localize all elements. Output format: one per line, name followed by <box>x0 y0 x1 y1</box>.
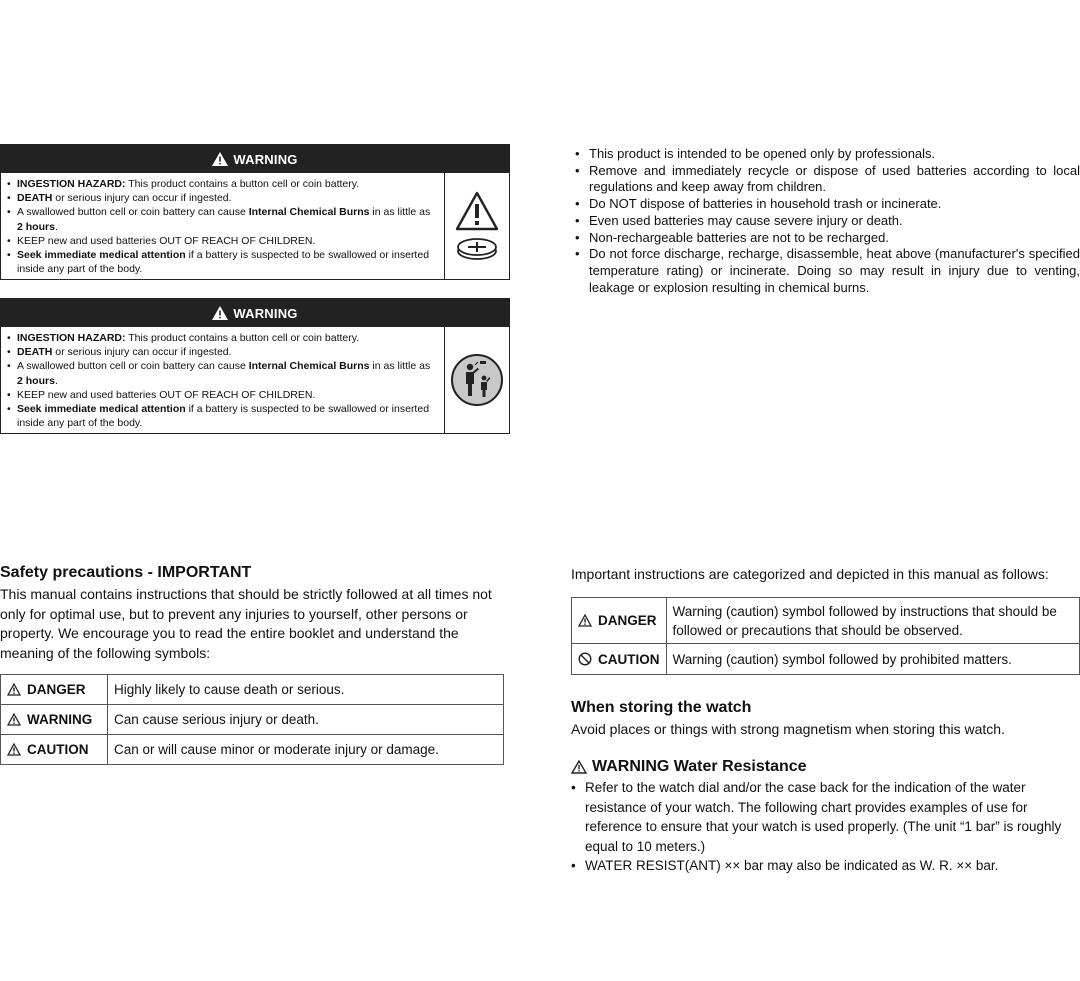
warning-header <box>1 145 509 173</box>
storing-title: When storing the watch <box>571 699 752 716</box>
warning-item: • A swallowed button cell or coin battery can cause Internal Chemical Burns in as little as 2 hours. <box>7 205 438 233</box>
table-row <box>1 705 504 735</box>
list-item: • Do NOT dispose of batteries in household trash or incinerate. <box>574 196 1080 213</box>
warning-item: • KEEP new and used batteries OUT OF REACH OF CHILDREN. <box>7 234 438 248</box>
symbol-label: CAUTION <box>27 742 89 757</box>
prohibited-icon <box>578 652 592 666</box>
warning-box-battery <box>0 144 510 280</box>
water-resistance-list <box>571 778 1080 876</box>
symbol-desc: Can or will cause minor or moderate injury or damage. <box>108 735 504 765</box>
warning-item: • INGESTION HAZARD: This product contains a button cell or coin battery. <box>7 331 438 345</box>
symbol-label: DANGER <box>27 682 86 697</box>
safety-intro: This manual contains instructions that should be strictly followed at all times not only for optimal use, but to prevent any injuries to yourself, other persons or property. We encourage you to read the entire booklet and understand the meaning of the following symbols: <box>0 586 492 661</box>
table-row <box>1 735 504 765</box>
category-desc: Warning (caution) symbol followed by instructions that should be followed or precautions that should be observed. <box>666 598 1080 644</box>
battery-handling-list <box>574 146 1080 296</box>
warning-triangle-icon <box>455 191 499 231</box>
symbol-desc: Can cause serious injury or death. <box>108 705 504 735</box>
warning-box-children <box>0 298 510 434</box>
warning-item: • Seek immediate medical attention if a battery is suspected to be swallowed or inserted inside any part of the body. <box>7 248 438 276</box>
list-item: • Even used batteries may cause severe injury or death. <box>574 213 1080 230</box>
categories-intro: Important instructions are categorized and depicted in this manual as follows: <box>571 566 1049 582</box>
category-label: DANGER <box>598 613 657 628</box>
category-desc: Warning (caution) symbol followed by prohibited matters. <box>666 644 1080 675</box>
water-title-label: WARNING Water Resistance <box>592 758 807 775</box>
list-item: • Do not force discharge, recharge, disassemble, heat above (manufacturer's specified temperature rating) or incinerate. Doing so may result in injury due to venting, leakage or explosion resulting in chemical burns. <box>574 246 1080 296</box>
warning-triangle-icon <box>571 760 587 774</box>
table-row <box>572 598 1080 644</box>
warning-item: • KEEP new and used batteries OUT OF REACH OF CHILDREN. <box>7 388 438 402</box>
warning-triangle-icon <box>7 743 21 756</box>
warning-triangle-icon <box>7 683 21 696</box>
list-item: • This product is intended to be opened only by professionals. <box>574 146 1080 163</box>
warning-item: • Seek immediate medical attention if a battery is suspected to be swallowed or inserted inside any part of the body. <box>7 402 438 430</box>
list-item: • Refer to the watch dial and/or the case back for the indication of the water resistance of your watch. The following chart provides examples of use for reference to ensure that your watch is used properly. (The unit “1 bar” is roughly equal to 10 meters.) <box>571 778 1080 856</box>
list-item: • WATER RESIST(ANT) ×× bar may also be indicated as W. R. ×× bar. <box>571 856 1080 876</box>
coin-battery-icon <box>456 237 498 261</box>
warning-header-label: WARNING <box>233 151 298 167</box>
symbol-label: WARNING <box>27 712 93 727</box>
warning-item: • DEATH or serious injury can occur if ingested. <box>7 191 438 205</box>
water-resistance-title <box>571 758 807 776</box>
list-item: • Non-rechargeable batteries are not to be recharged. <box>574 230 1080 247</box>
symbol-desc: Highly likely to cause death or serious. <box>108 675 504 705</box>
safety-title: Safety precautions - IMPORTANT <box>0 564 252 581</box>
category-label: CAUTION <box>598 651 660 667</box>
list-item: • Remove and immediately recycle or dispose of used batteries according to local regulations and keep away from children. <box>574 163 1080 196</box>
warning-triangle-icon <box>212 306 228 320</box>
table-row <box>572 644 1080 675</box>
warning-header <box>1 299 509 327</box>
warning-triangle-icon <box>578 614 592 627</box>
category-table <box>571 597 1080 675</box>
symbol-table <box>0 674 504 765</box>
warning-triangle-icon <box>7 713 21 726</box>
warning-header-label: WARNING <box>233 305 298 321</box>
warning-item: • A swallowed button cell or coin battery can cause Internal Chemical Burns in as little as 2 hours. <box>7 359 438 387</box>
warning-item: • DEATH or serious injury can occur if ingested. <box>7 345 438 359</box>
storing-text: Avoid places or things with strong magnetism when storing this watch. <box>571 721 1005 737</box>
warning-item: • INGESTION HAZARD: This product contains a button cell or coin battery. <box>7 177 438 191</box>
keep-away-from-children-icon <box>450 353 504 407</box>
warning-triangle-icon <box>212 152 228 166</box>
table-row <box>1 675 504 705</box>
